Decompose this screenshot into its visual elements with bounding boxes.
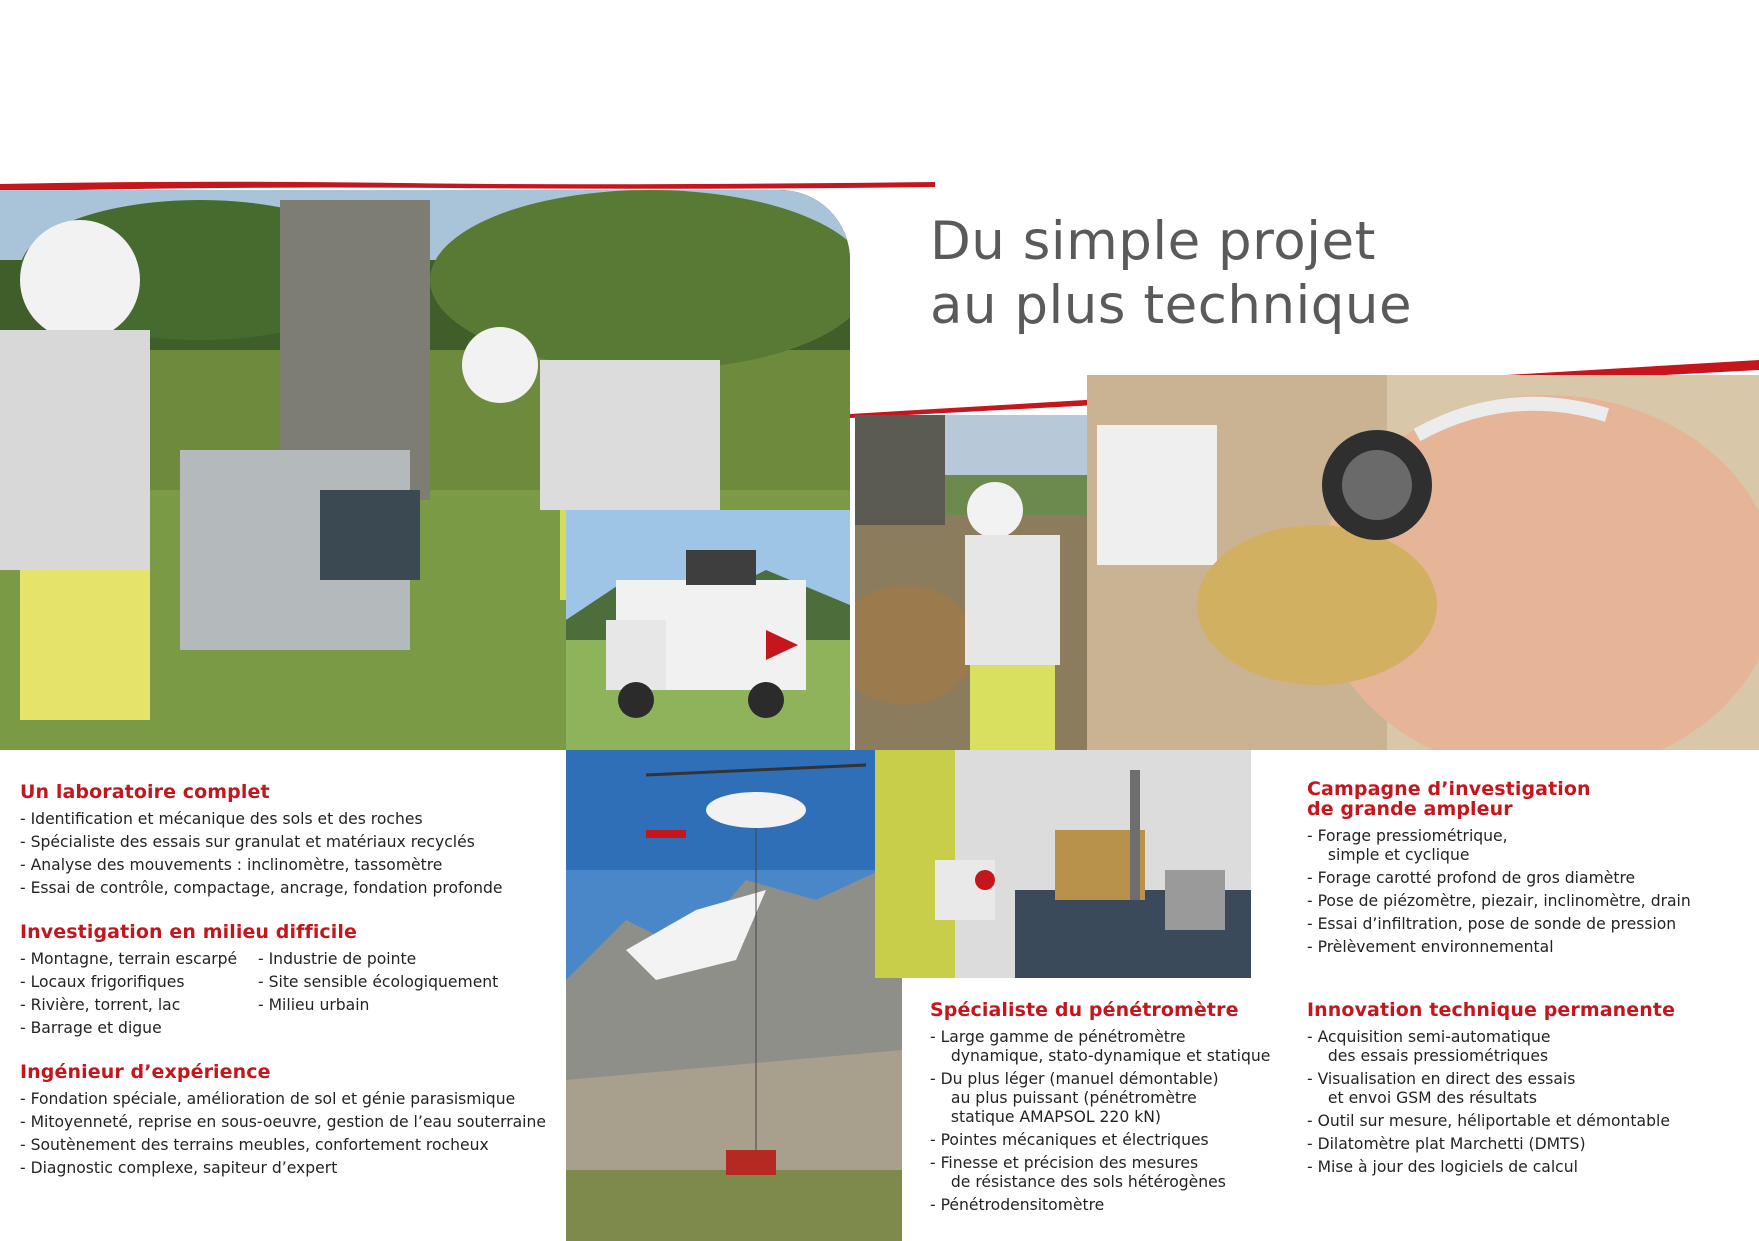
section-title: Innovation technique permanente <box>1307 999 1676 1021</box>
section-title: Spécialiste du pénétromètre <box>930 999 1239 1021</box>
list-item: - Locaux frigorifiques <box>20 973 185 991</box>
section-title <box>1307 779 1747 819</box>
section-list <box>1307 1028 1747 1177</box>
list-item: - Forage pressiométrique, simple et cyclique <box>1307 827 1508 864</box>
list-item: - Large gamme de pénétromètre dynamique, stato-dynamique et statique <box>930 1028 1271 1065</box>
section-list-col1 <box>20 950 238 1042</box>
list-item: - Pointes mécaniques et électriques <box>930 1131 1209 1149</box>
list-item: - Du plus léger (manuel démontable) au plus puissant (pénétromètre statique AMAPSOL 220 kN) <box>930 1070 1219 1126</box>
lab-apparatus-photo <box>875 750 1251 978</box>
list-item: - Pénétrodensitomètre <box>930 1196 1105 1214</box>
headline-line-2: au plus technique <box>930 275 1413 336</box>
list-item: - Industrie de pointe <box>258 950 417 968</box>
list-item: - Mise à jour des logiciels de calcul <box>1307 1158 1578 1176</box>
list-item: - Prèlèvement environnemental <box>1307 938 1554 956</box>
section-campagne <box>1307 779 1747 961</box>
section-penetrometre <box>930 999 1271 1219</box>
section-list <box>20 810 560 898</box>
list-item: - Milieu urbain <box>258 996 370 1014</box>
truck-lab-photo <box>566 510 850 750</box>
list-item: - Outil sur mesure, héliportable et démontable <box>1307 1112 1670 1130</box>
site-engineer-photo <box>855 415 1087 750</box>
section-list <box>1307 827 1747 957</box>
section-investigation <box>20 922 560 1042</box>
list-item: - Soutènement des terrains meubles, confortement rocheux <box>20 1136 489 1154</box>
section-ingenieur <box>20 1062 565 1182</box>
section-list-col2 <box>258 950 498 1042</box>
list-item: - Dilatomètre plat Marchetti (DMTS) <box>1307 1135 1586 1153</box>
section-title-line-2: de grande ampleur <box>1307 798 1513 820</box>
section-list <box>930 1028 1271 1215</box>
helicopter-mountain-photo <box>566 750 902 1241</box>
page-headline <box>930 210 1412 338</box>
list-item: - Finesse et précision des mesures de résistance des sols hétérogènes <box>930 1154 1226 1191</box>
headline-line-1: Du simple projet <box>930 211 1376 272</box>
list-item: - Rivière, torrent, lac <box>20 996 181 1014</box>
list-item: - Forage carotté profond de gros diamètre <box>1307 869 1636 887</box>
list-item: - Identification et mécanique des sols et des roches <box>20 810 423 828</box>
section-list <box>20 1090 565 1178</box>
list-item: - Barrage et digue <box>20 1019 162 1037</box>
section-title-line-1: Campagne d’investigation <box>1307 778 1591 800</box>
list-item: - Spécialiste des essais sur granulat et matériaux recyclés <box>20 833 475 851</box>
section-title: Investigation en milieu difficile <box>20 921 358 943</box>
rock-magnifier-photo <box>1087 375 1759 750</box>
list-item: - Acquisition semi-automatique des essais pressiométriques <box>1307 1028 1551 1065</box>
section-laboratoire <box>20 782 560 902</box>
list-item: - Fondation spéciale, amélioration de sol et génie parasismique <box>20 1090 516 1108</box>
list-item: - Montagne, terrain escarpé <box>20 950 238 968</box>
list-item: - Essai d’infiltration, pose de sonde de pression <box>1307 915 1677 933</box>
list-item: - Mitoyenneté, reprise en sous-oeuvre, gestion de l’eau souterraine <box>20 1113 546 1131</box>
section-innovation <box>1307 1000 1747 1181</box>
section-title: Ingénieur d’expérience <box>20 1061 271 1083</box>
section-title: Un laboratoire complet <box>20 781 270 803</box>
list-item: - Diagnostic complexe, sapiteur d’expert <box>20 1159 338 1177</box>
list-item: - Site sensible écologiquement <box>258 973 499 991</box>
list-item: - Pose de piézomètre, piezair, inclinomètre, drain <box>1307 892 1691 910</box>
list-item: - Visualisation en direct des essais et envoi GSM des résultats <box>1307 1070 1576 1107</box>
list-item: - Analyse des mouvements : inclinomètre, tassomètre <box>20 856 443 874</box>
list-item: - Essai de contrôle, compactage, ancrage, fondation profonde <box>20 879 503 897</box>
